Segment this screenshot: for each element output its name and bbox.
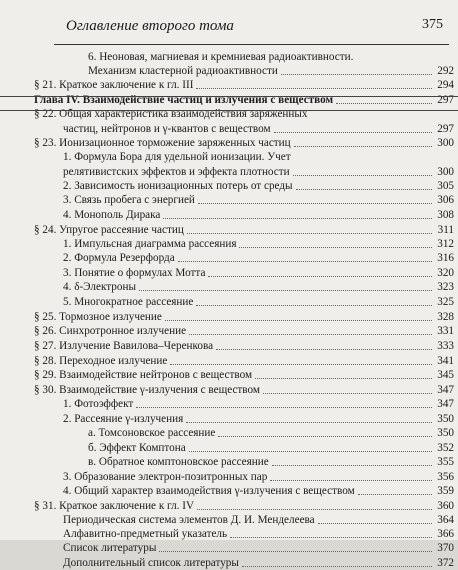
toc-entry-title: 1. Импульсная диаграмма рассеяния xyxy=(63,238,237,250)
toc-entry-title: Список литературы xyxy=(63,542,157,554)
dot-leader xyxy=(218,436,432,437)
toc-entry-title: в. Обратное комптоновское рассеяние xyxy=(88,456,269,468)
dot-leader xyxy=(187,233,432,234)
toc-entry-page: 311 xyxy=(437,224,454,236)
table-rule xyxy=(0,96,458,97)
toc-entry-title: § 25. Тормозное излучение xyxy=(34,311,162,323)
toc-entry-title: 4. Монополь Дирака xyxy=(63,209,161,221)
toc-entry xyxy=(0,383,458,397)
dot-leader xyxy=(197,509,432,510)
toc-entry-page: 305 xyxy=(437,180,454,192)
toc-entry xyxy=(0,150,458,164)
toc-entry-page: 347 xyxy=(437,384,454,396)
toc-entry-title: 6. Неоновая, магниевая и кремниевая радиоактивности. xyxy=(88,51,354,63)
toc-entry-title: § 23. Ионизационное торможение заряженных частиц xyxy=(34,137,291,149)
toc-entry-title: § 26. Синхротронное излучение xyxy=(34,325,187,337)
toc-entry xyxy=(0,441,458,455)
dot-leader xyxy=(294,146,432,147)
toc-entry-title: § 29. Взаимодействие нейтронов с веществом xyxy=(34,369,253,381)
toc-entry-page: 325 xyxy=(437,296,454,308)
dot-leader xyxy=(198,203,432,204)
toc-entry-page: 372 xyxy=(437,557,454,569)
toc-entry-page: 331 xyxy=(437,325,454,337)
toc-entry-page: 320 xyxy=(437,267,454,279)
toc-entry-page: 341 xyxy=(437,355,454,367)
dot-leader xyxy=(296,189,432,190)
toc-entry xyxy=(0,339,458,353)
toc-entry xyxy=(0,208,458,222)
toc-entry-page: 297 xyxy=(437,94,454,106)
dot-leader xyxy=(136,407,432,408)
toc-entry xyxy=(0,354,458,368)
toc-entry xyxy=(0,280,458,294)
toc-entry xyxy=(0,324,458,338)
toc-entry-page: 366 xyxy=(437,528,454,540)
toc-entry xyxy=(0,251,458,265)
toc-entry-page: 328 xyxy=(437,311,454,323)
toc-entry-page: 308 xyxy=(437,209,454,221)
toc-entry xyxy=(0,122,458,136)
dot-leader xyxy=(208,276,432,277)
toc-entry-title: 2. Формула Резерфорда xyxy=(63,252,175,264)
dot-leader xyxy=(358,494,432,495)
toc-entry xyxy=(0,179,458,193)
dot-leader xyxy=(196,88,432,89)
toc-entry-page: 297 xyxy=(437,123,454,135)
dot-leader xyxy=(216,349,432,350)
toc-entry-title: Глава IV. Взаимодействие частиц и излучения с веществом xyxy=(34,94,334,106)
toc-entry xyxy=(0,50,458,64)
toc-entry xyxy=(0,412,458,426)
toc-entry-title: 2. Рассеяние γ-излучения xyxy=(63,413,184,425)
toc-entry-title: § 21. Краткое заключение к гл. III xyxy=(34,79,194,91)
toc-entry xyxy=(0,527,458,541)
toc-entry-page: 345 xyxy=(437,369,454,381)
toc-entry xyxy=(0,193,458,207)
running-title: Оглавление второго тома xyxy=(66,18,234,34)
dot-leader xyxy=(230,537,432,538)
dot-leader xyxy=(196,305,432,306)
dot-leader xyxy=(318,523,432,524)
toc-entry-title: релятивистских эффектов и эффекта плотности xyxy=(63,166,290,178)
toc-entry xyxy=(0,556,458,570)
dot-leader xyxy=(165,320,432,321)
dot-leader xyxy=(270,480,432,481)
toc-entry-page: 350 xyxy=(437,427,454,439)
toc-entry-page: 300 xyxy=(437,137,454,149)
dot-leader xyxy=(293,175,432,176)
toc-entry-title: § 30. Взаимодействие γ-излучения с веществом xyxy=(34,384,260,396)
toc-entry-page: 359 xyxy=(437,485,454,497)
table-rule xyxy=(0,110,458,111)
toc-entry xyxy=(0,397,458,411)
toc-entry xyxy=(0,295,458,309)
page-number: 375 xyxy=(422,17,443,32)
dot-leader xyxy=(189,334,432,335)
toc-entry-title: 3. Понятие о формулах Мотта xyxy=(63,267,206,279)
toc-entry-page: 294 xyxy=(437,79,454,91)
toc-entry xyxy=(0,368,458,382)
toc-entry-page: 333 xyxy=(437,340,454,352)
dot-leader xyxy=(139,290,432,291)
toc-entry xyxy=(0,499,458,513)
toc-entry-page: 292 xyxy=(437,65,454,77)
toc-entry xyxy=(0,470,458,484)
toc-entry-page: 355 xyxy=(437,456,454,468)
toc-entry-page: 312 xyxy=(437,238,454,250)
dot-leader xyxy=(163,218,432,219)
toc-entry xyxy=(0,426,458,440)
toc-entry-title: 3. Связь пробега с энергией xyxy=(63,194,195,206)
toc-entry-page: 323 xyxy=(437,281,454,293)
toc-entry-title: § 24. Упругое рассеяние частиц xyxy=(34,224,184,236)
toc-entry-title: 5. Многократное рассеяние xyxy=(63,296,194,308)
toc-entry-title: 4. Общий характер взаимодействия γ-излучения с веществом xyxy=(63,485,355,497)
toc-entry-title: 2. Зависимость ионизационных потерь от среды xyxy=(63,180,293,192)
dot-leader xyxy=(239,247,432,248)
toc-entry-title: Периодическая система элементов Д. И. Менделеева xyxy=(63,514,315,526)
toc-entry-page: 350 xyxy=(437,413,454,425)
toc-entry-page: 356 xyxy=(437,471,454,483)
toc-entry xyxy=(0,136,458,150)
toc-entry xyxy=(0,237,458,251)
toc-entry xyxy=(0,310,458,324)
toc-entry-page: 364 xyxy=(437,514,454,526)
dot-leader xyxy=(189,451,432,452)
toc-entry xyxy=(0,165,458,179)
toc-entry-page: 300 xyxy=(437,166,454,178)
toc-entry-title: а. Томсоновское рассеяние xyxy=(88,427,216,439)
toc-entry-title: 3. Образование электрон-позитронных пар xyxy=(63,471,268,483)
toc-entry-title: Механизм кластерной радиоактивности xyxy=(88,65,278,77)
toc-entry-page: 352 xyxy=(437,442,454,454)
toc-entry-page: 347 xyxy=(437,398,454,410)
toc-entry xyxy=(0,513,458,527)
toc-entry-title: 1. Формула Бора для удельной ионизации. Учет xyxy=(63,151,291,163)
toc-entry xyxy=(0,266,458,280)
toc-entry-title: 1. Фотоэффект xyxy=(63,398,134,410)
toc-entry xyxy=(0,78,458,92)
dot-leader xyxy=(186,422,432,423)
dot-leader xyxy=(159,551,432,552)
dot-leader xyxy=(263,393,432,394)
toc-entry-page: 306 xyxy=(437,194,454,206)
dot-leader xyxy=(272,465,432,466)
toc-entry xyxy=(0,541,458,555)
dot-leader xyxy=(274,132,432,133)
toc-entry-title: § 22. Общая характеристика взаимодействия заряженных xyxy=(34,108,308,120)
toc-entry-title: § 31. Краткое заключение к гл. IV xyxy=(34,500,195,512)
toc-entry xyxy=(0,484,458,498)
dot-leader xyxy=(242,566,432,567)
dot-leader xyxy=(281,74,432,75)
toc-entry-title: б. Эффект Комптона xyxy=(88,442,186,454)
dot-leader xyxy=(170,364,432,365)
dot-leader xyxy=(255,378,432,379)
toc-entry-title: 4. δ-Электроны xyxy=(63,281,136,293)
dot-leader xyxy=(178,261,432,262)
toc-entry-title: § 27. Излучение Вавилова–Черенкова xyxy=(34,340,214,352)
toc-entry-title: Дополнительный список литературы xyxy=(63,557,239,569)
toc-entry xyxy=(0,64,458,78)
toc-entry-page: 360 xyxy=(437,500,454,512)
toc-entry xyxy=(0,223,458,237)
toc-entry-page: 316 xyxy=(437,252,454,264)
toc-entry-title: § 28. Переходное излучение xyxy=(34,355,168,367)
dot-leader xyxy=(336,103,432,104)
toc-entry-title: частиц, нейтронов и γ-квантов с веществом xyxy=(63,123,271,135)
toc-entry xyxy=(0,455,458,469)
toc-entry-title: Алфавитно-предметный указатель xyxy=(63,528,228,540)
toc-entry-page: 370 xyxy=(437,542,454,554)
